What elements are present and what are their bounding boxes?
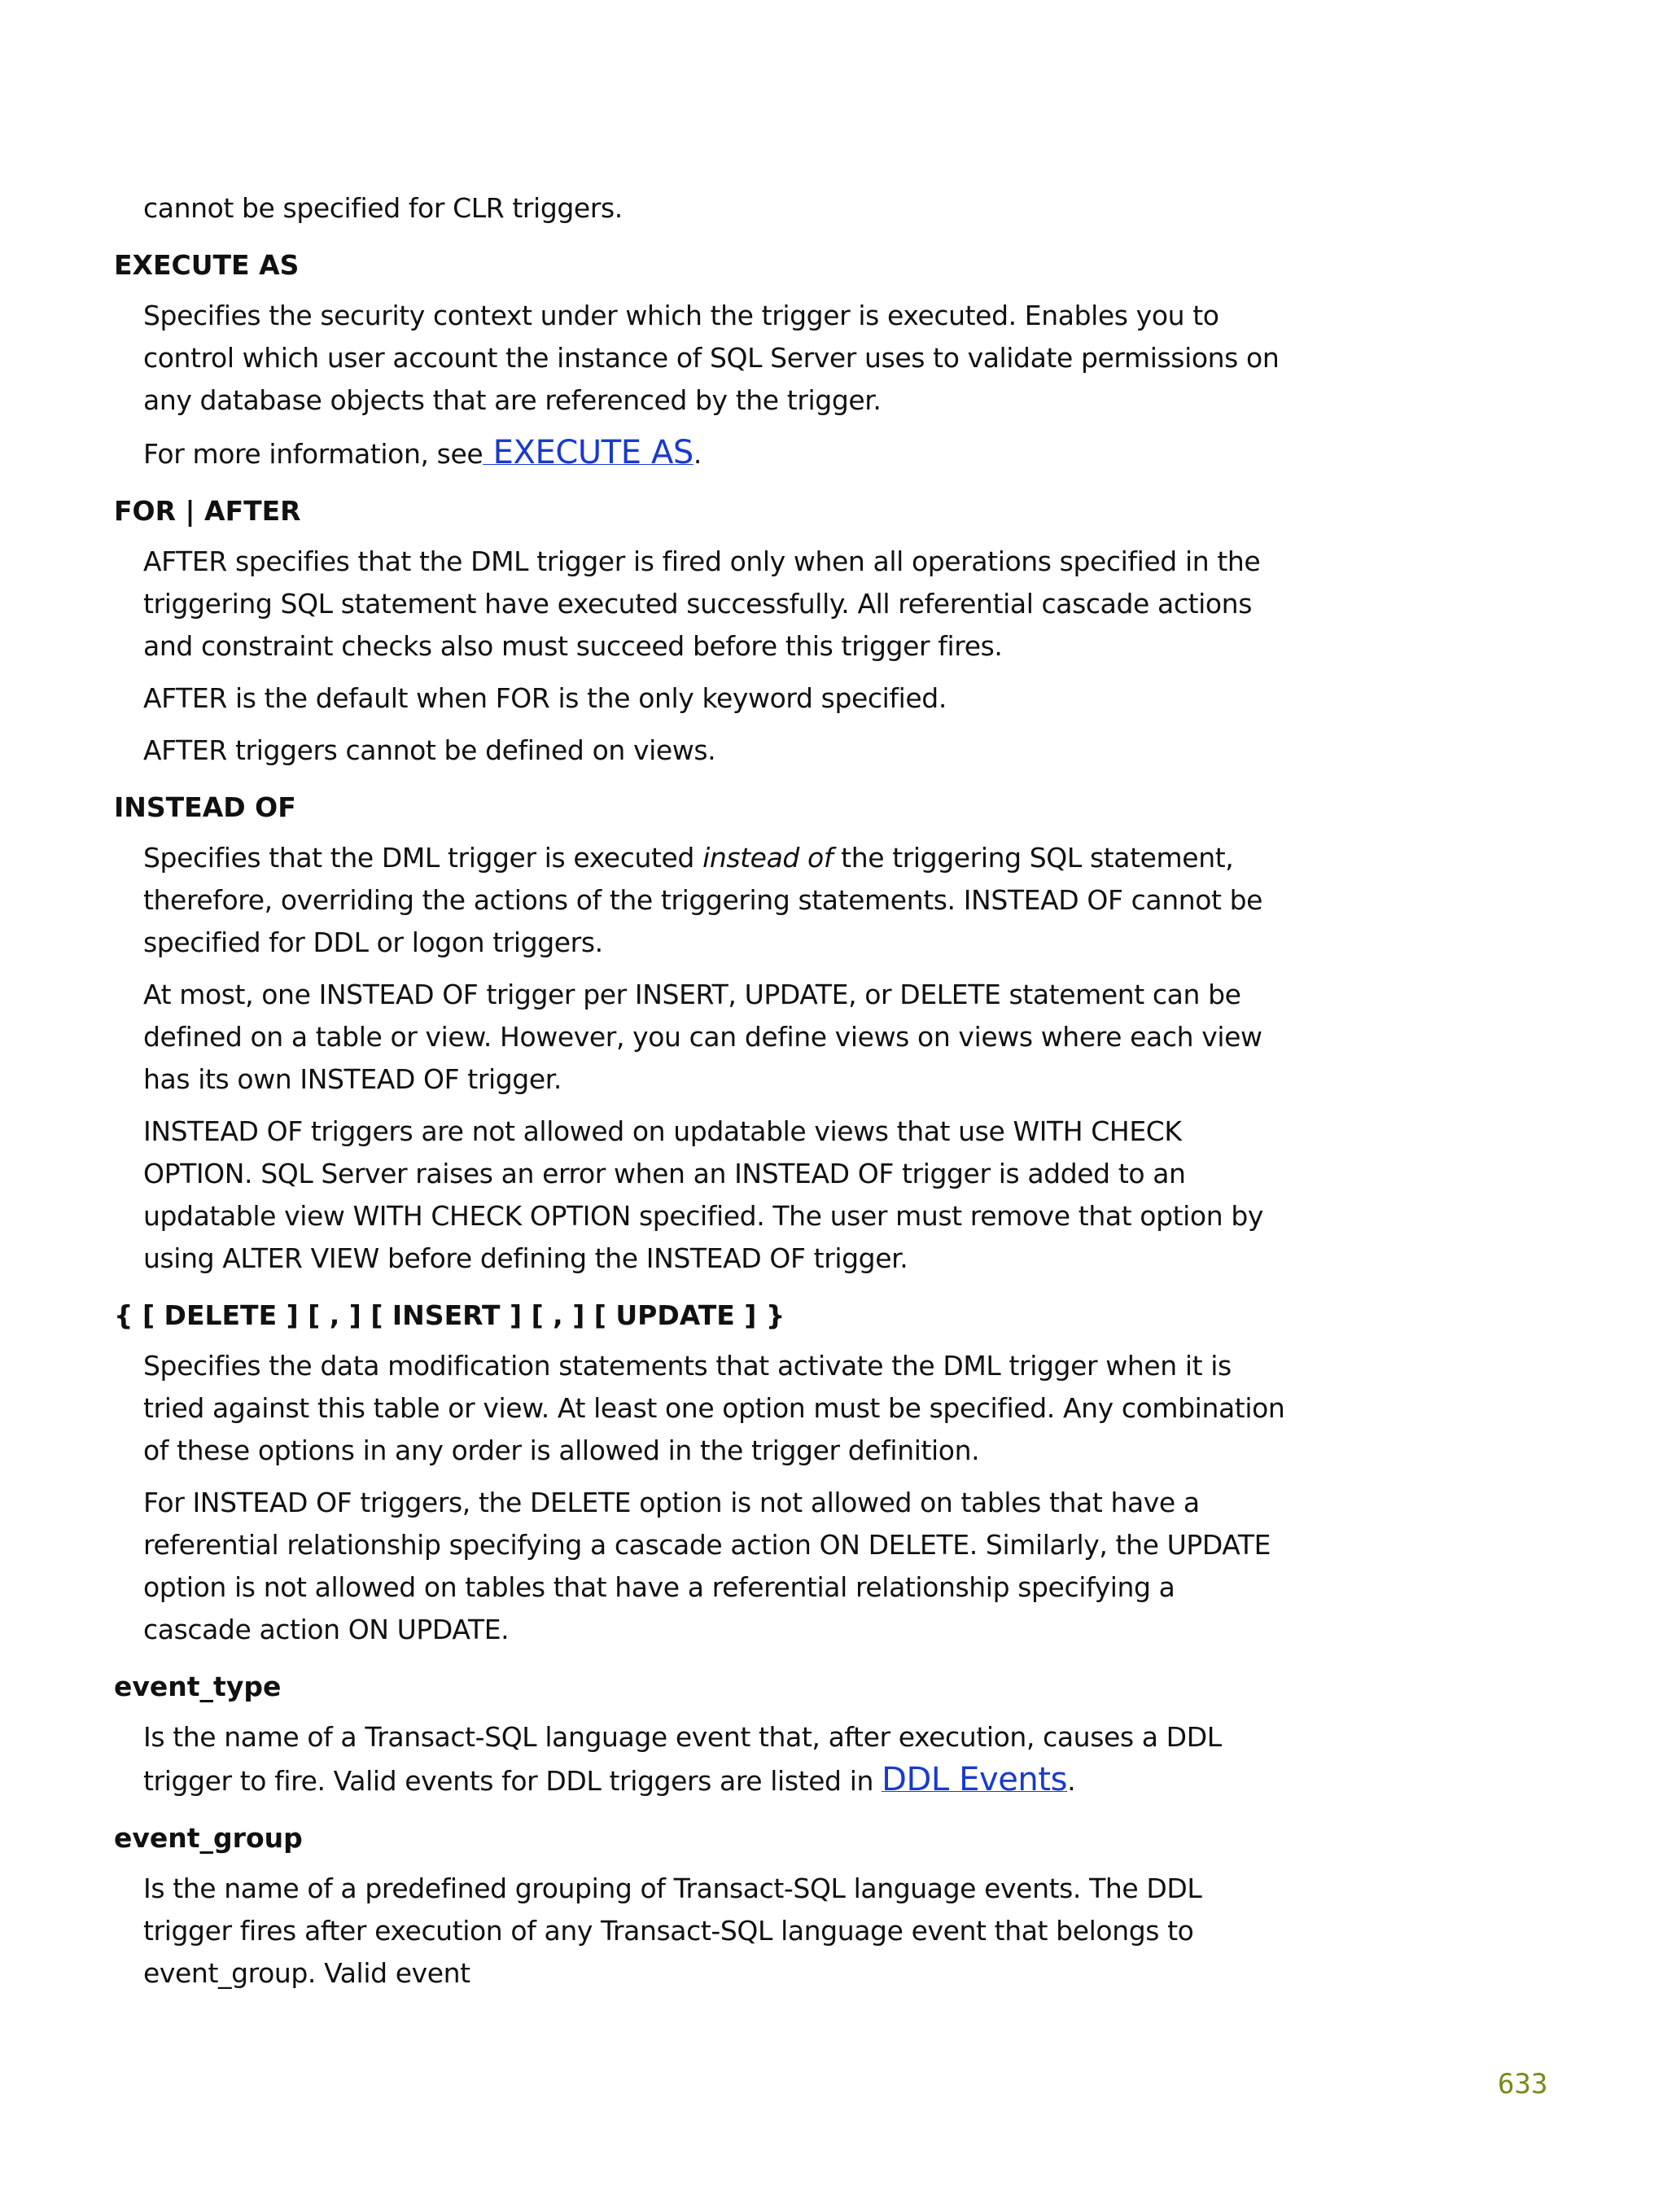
page-number: 633: [1498, 2068, 1548, 2100]
execute-as-more-info: [143, 431, 1286, 475]
term-instead-of: INSTEAD OF: [114, 791, 296, 823]
event-type-text: Is the name of a Transact-SQL language event that, after execution, causes a DDL trigger to fire. Valid events for DDL triggers are listed in: [143, 1721, 1222, 1797]
dml-options-description: Specifies the data modification statements that activate the DML trigger when it is tried against this table or view. At least one option must be specified. Any combination of these options in any order is allowed in the trigger definition.: [143, 1350, 1285, 1466]
term-event-type: event_type: [114, 1671, 282, 1702]
term-dml-options: { [ DELETE ] [ , ] [ INSERT ] [ , ] [ UPDATE ] }: [114, 1299, 785, 1331]
execute-as-description: Specifies the security context under which the trigger is executed. Enables you to control which user account the instance of SQL Server uses to validate permissions on any database objects that are referenced by the trigger.: [143, 300, 1280, 416]
event-group-description: Is the name of a predefined grouping of Transact-SQL language events. The DDL trigger fires after execution of any Transact-SQL language event that belongs to event_group. Valid event: [143, 1873, 1202, 1989]
for-after-description: AFTER specifies that the DML trigger is fired only when all operations specified in the triggering SQL statement have executed successfully. All referential cascade actions and constraint checks also must succeed before this trigger fires.: [143, 545, 1261, 662]
more-info-text: For more information, see: [143, 438, 483, 470]
dml-options-cascade-note: For INSTEAD OF triggers, the DELETE option is not allowed on tables that have a referential relationship specifying a cascade action ON DELETE. Similarly, the UPDATE option is not allowed on tables that have a referential relationship specifying a cascade action ON UPDATE.: [143, 1487, 1271, 1645]
document-body: [114, 187, 1286, 2004]
term-execute-as: EXECUTE AS: [114, 249, 300, 281]
term-for-after: FOR | AFTER: [114, 495, 301, 527]
ddl-events-link[interactable]: DDL Events: [882, 1761, 1068, 1798]
instead-of-emphasis: instead of: [702, 842, 834, 874]
instead-of-check-option-note: INSTEAD OF triggers are not allowed on updatable views that use WITH CHECK OPTION. SQL Server raises an error when an INSTEAD OF trigger is added to an updatable view WITH CHECK OPTION specified. The user must remove that option by using ALTER VIEW before defining the INSTEAD OF trigger.: [143, 1115, 1264, 1274]
instead-of-text-end: the triggering SQL statement, therefore, overriding the actions of the triggering statements. INSTEAD OF cannot be specified for DDL or logon triggers.: [143, 842, 1263, 958]
event-type-period: .: [1067, 1765, 1076, 1797]
instead-of-limit-note: At most, one INSTEAD OF trigger per INSERT, UPDATE, or DELETE statement can be defined on a table or view. However, you can define views on views where each view has its own INSTEAD OF trigger.: [143, 979, 1262, 1095]
more-info-period: .: [693, 438, 702, 470]
term-event-group: event_group: [114, 1822, 303, 1854]
instead-of-description: [143, 837, 1286, 964]
continuation-text: cannot be specified for CLR triggers.: [143, 192, 623, 224]
for-after-default-note: AFTER is the default when FOR is the only keyword specified.: [143, 682, 947, 714]
instead-of-text-start: Specifies that the DML trigger is executed: [143, 842, 703, 874]
event-type-description: [143, 1716, 1286, 1802]
for-after-views-note: AFTER triggers cannot be defined on views.: [143, 734, 716, 766]
execute-as-link[interactable]: EXECUTE AS: [483, 434, 693, 471]
